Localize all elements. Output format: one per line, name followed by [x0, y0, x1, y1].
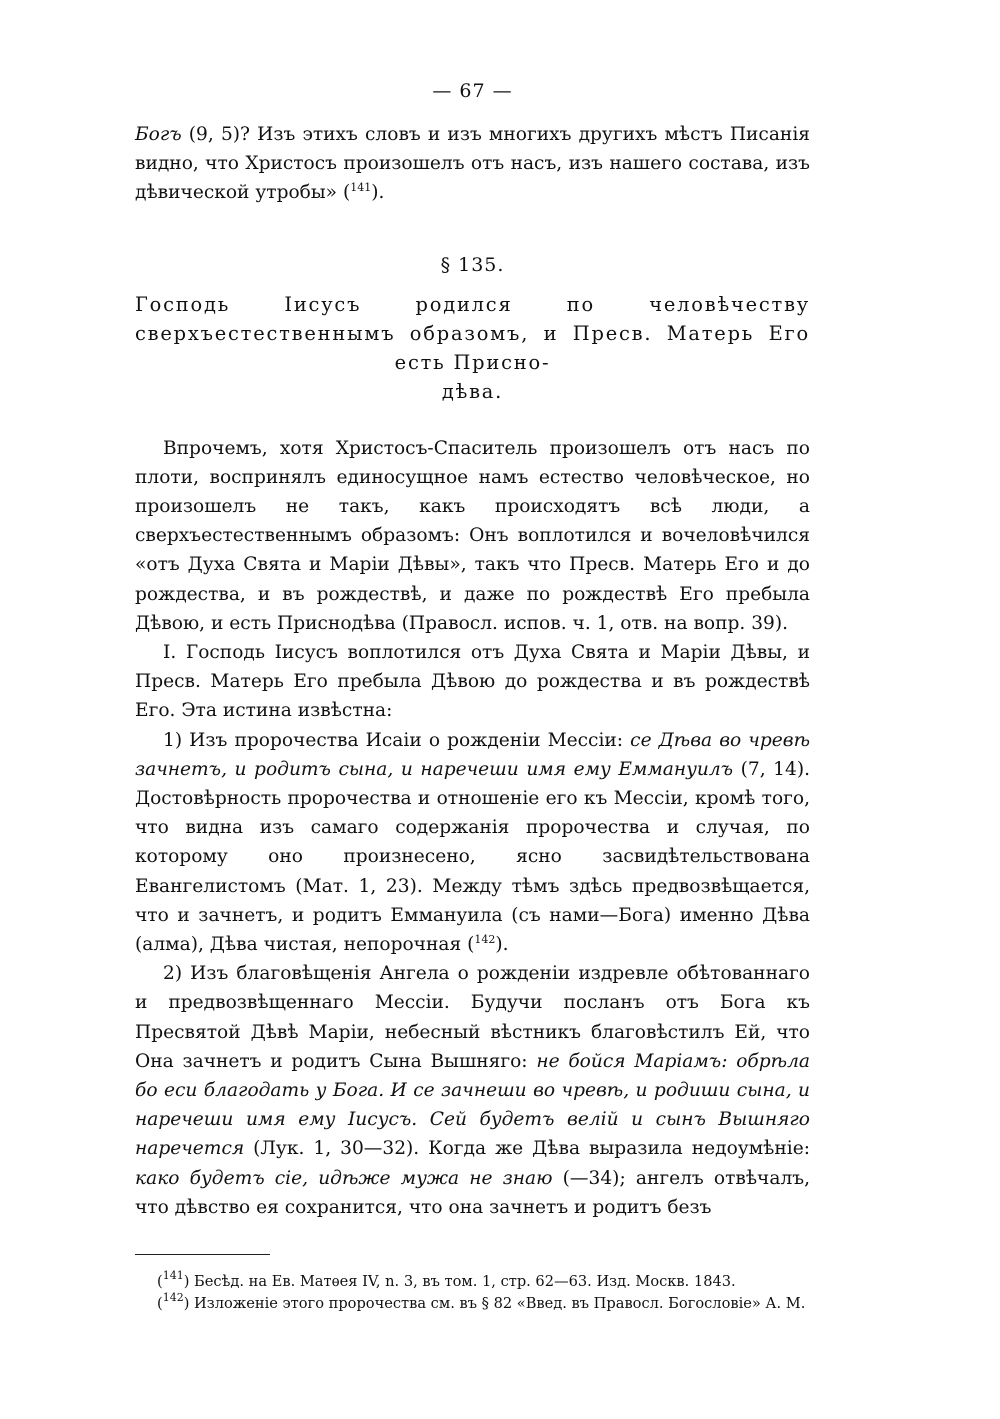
footnote-ref-142[interactable]: 142	[474, 933, 496, 947]
page-number: — 67 —	[432, 80, 513, 102]
paragraph-2: I. Господь Іисусъ воплотился отъ Духа Свята и Маріи Дѣвы, и Пресв. Матерь Его пребыла Дѣвою до рождества и въ рождествѣ Его. Эта истина извѣстна:	[135, 642, 810, 722]
paragraph-3-d: ).	[495, 934, 509, 956]
footnote-142-ref: 142	[162, 1291, 184, 1305]
opening-paragraph	[135, 120, 810, 208]
opening-tail: ).	[371, 182, 385, 204]
opening-text: (9, 5)? Изъ этихъ словъ и изъ многихъ другихъ мѣстъ Писанія видно, что Христосъ произошелъ отъ насъ, изъ нашего состава, изъ дѣвической утробы» (	[135, 124, 810, 204]
footnote-rule	[135, 1254, 270, 1255]
paragraph-4	[135, 959, 810, 1222]
page	[135, 80, 810, 1315]
footnote-142-text: ) Изложеніе этого пророчества см. въ § 82 «Введ. въ Правосл. Богословіе» А. М.	[183, 1295, 806, 1313]
paragraph-3-quote: се Дѣва во чревѣ зачнетъ, и родитъ сына, и наречеши имя ему Еммануилъ	[135, 729, 811, 780]
paragraph-3-c: (7, 14). Достовѣрность пророчества и отношеніе его къ Мессіи, кромѣ того, что видна изъ самаго содержанія пророчества и случая, по которому оно произнесено, ясно засвидѣтельствована Евангелистомъ (Мат. 1, 23). Между тѣмъ здѣсь предвозвѣщается, что и зачнетъ, и родитъ Еммануила (съ нами—Бога) именно Дѣва (алма), Дѣва чистая, непорочная (	[135, 758, 811, 956]
footnote-141-text: ) Бесѣд. на Ев. Матѳея IV, n. 3, въ том. 1, стр. 62—63. Изд. Москв. 1843.	[183, 1273, 736, 1291]
paragraph-1: Впрочемъ, хотя Христосъ-Спаситель произошелъ отъ насъ по плоти, воспринялъ единосущное намъ естество человѣческое, но произошелъ не такъ, какъ происходятъ всѣ люди, а сверхъестественнымъ образомъ: Онъ воплотился и вочеловѣчился «отъ Духа Свята и Маріи Дѣвы», такъ что Пресв. Матерь Его и до рождества, и въ рождествѣ, и даже по рождествѣ Его пребыла Дѣвою, и есть Приснодѣва (Правосл. испов. ч. 1, отв. на вопр. 39).	[135, 437, 810, 634]
paragraph-3	[135, 726, 810, 960]
section-number: § 135.	[440, 253, 505, 276]
paragraph-4-quote-2: како будетъ сіе, идѣже мужа не знаю	[135, 1167, 553, 1189]
paragraph-4-c: (Лук. 1, 30—32). Когда же Дѣва выразила недоумѣніе:	[244, 1138, 810, 1160]
footnote-ref-141[interactable]: 141	[350, 181, 372, 195]
opening-lead-italic: Богъ	[135, 124, 182, 145]
paragraph-4-quote: не бойся Маріамъ: обрѣла бо еси благодать у Бога. И се зачнеши во чревѣ, и родиши сына, и наречеши имя ему Іисусъ. Сей будетъ велій и сынъ Вышняго наречется	[135, 1050, 810, 1160]
section-heading-last: дѣва.	[441, 379, 504, 403]
section-heading	[135, 290, 810, 406]
paragraph-4-e: (—34); ангелъ отвѣчалъ, что дѣвство ея сохранится, что она зачнетъ и родитъ безъ	[135, 1167, 810, 1218]
footnote-142: ($^{142}$) Изложеніе этого пророчества см. въ § 82 «Введ. въ Правосл. Богословіе» А. М.	[157, 1291, 806, 1313]
paragraph-3-a: 1) Изъ пророчества Исаіи о рожденіи Мессіи:	[163, 729, 631, 751]
footnote-141-ref: 141	[162, 1269, 184, 1283]
paragraph-4-a: 2) Изъ благовѣщенія Ангела о рожденіи издревле обѣтованнаго и предвозвѣщеннаго Мессіи. Будучи посланъ отъ Бога къ Пресвятой Дѣвѣ Маріи, небесный вѣстникъ благовѣстилъ Ей, что Она зачнетъ и родитъ Сына Вышняго:	[135, 963, 810, 1072]
section-heading-main: Господь Іисусъ родился по человѣчеству сверхъестественнымъ образомъ, и Пресв. Матерь Его есть Присно-	[135, 292, 810, 374]
footnote-141: ($^{141}$) Бесѣд. на Ев. Матѳея IV, n. 3, въ том. 1, стр. 62—63. Изд. Москв. 1843.	[157, 1269, 736, 1291]
